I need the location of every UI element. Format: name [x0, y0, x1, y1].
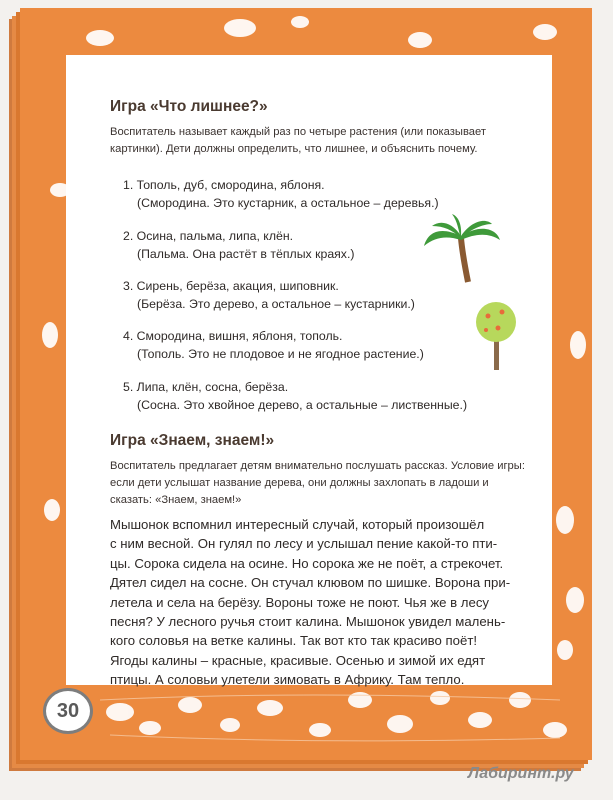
story-text [110, 515, 540, 690]
item-question: 2. Осина, пальма, липа, клён. [123, 229, 294, 243]
story-line: Дятел сидел на сосне. Он стучал клювом по шишке. Ворона при- [110, 575, 511, 591]
game2-title: Игра «Знаем, знаем!» [110, 432, 275, 449]
item-answer: (Сосна. Это хвойное дерево, а остальные – лиственные.) [137, 398, 468, 412]
story-line: летела и села на берёзу. Вороны тоже не поют. Чья же в лесу [110, 594, 490, 610]
story-line: Ягоды калины – красные, красивые. Осенью и зимой их едят [110, 652, 486, 668]
story-line: кого соловья на ветке калины. Так вот кто так красиво поёт! [110, 633, 478, 649]
game1-title: Игра «Что лишнее?» [110, 98, 268, 115]
item-answer: (Тополь. Это не плодовое и не ягодное растение.) [137, 347, 424, 361]
item-question: 1. Тополь, дуб, смородина, яблоня. [123, 178, 325, 192]
game2-intro: Воспитатель предлагает детям внимательно послушать рассказ. Условие игры: если дети услышат название дерева, они должны захлопать в ладоши и сказать: «Знаем, знаем!» [110, 460, 525, 506]
page-number: 30 [43, 688, 93, 734]
item-question: 4. Смородина, вишня, яблоня, тополь. [123, 329, 343, 343]
story-line: птицы. А соловьи улетели зимовать в Африку. Там тепло. [110, 672, 465, 688]
story-line: Мышонок вспомнил интересный случай, который произошёл [110, 517, 485, 532]
item-answer: (Смородина. Это кустарник, а остальное – деревья.) [137, 196, 439, 210]
story-line: с ним весной. Он гулял по лесу и услышал пение какой-то пти- [110, 536, 498, 552]
item-question: 5. Липа, клён, сосна, берёза. [123, 380, 289, 394]
story-line: цы. Сорока сидела на осине. Но сорока же не поёт, а стрекочет. [110, 555, 504, 571]
story-line: песня? У лесного ручья стоит калина. Мышонок увидел малень- [110, 614, 506, 630]
game1-intro: Воспитатель называет каждый раз по четыре растения (или показывает картинки). Дети должны определить, что лишнее, и объяснить почему. [110, 126, 486, 155]
item-answer: (Берёза. Это дерево, а остальное – кустарники.) [137, 297, 415, 311]
watermark-logo: Лабиринт.ру [468, 765, 574, 782]
item-answer: (Пальма. Она растёт в тёплых краях.) [137, 247, 355, 261]
item-question: 3. Сирень, берёза, акация, шиповник. [123, 279, 339, 293]
